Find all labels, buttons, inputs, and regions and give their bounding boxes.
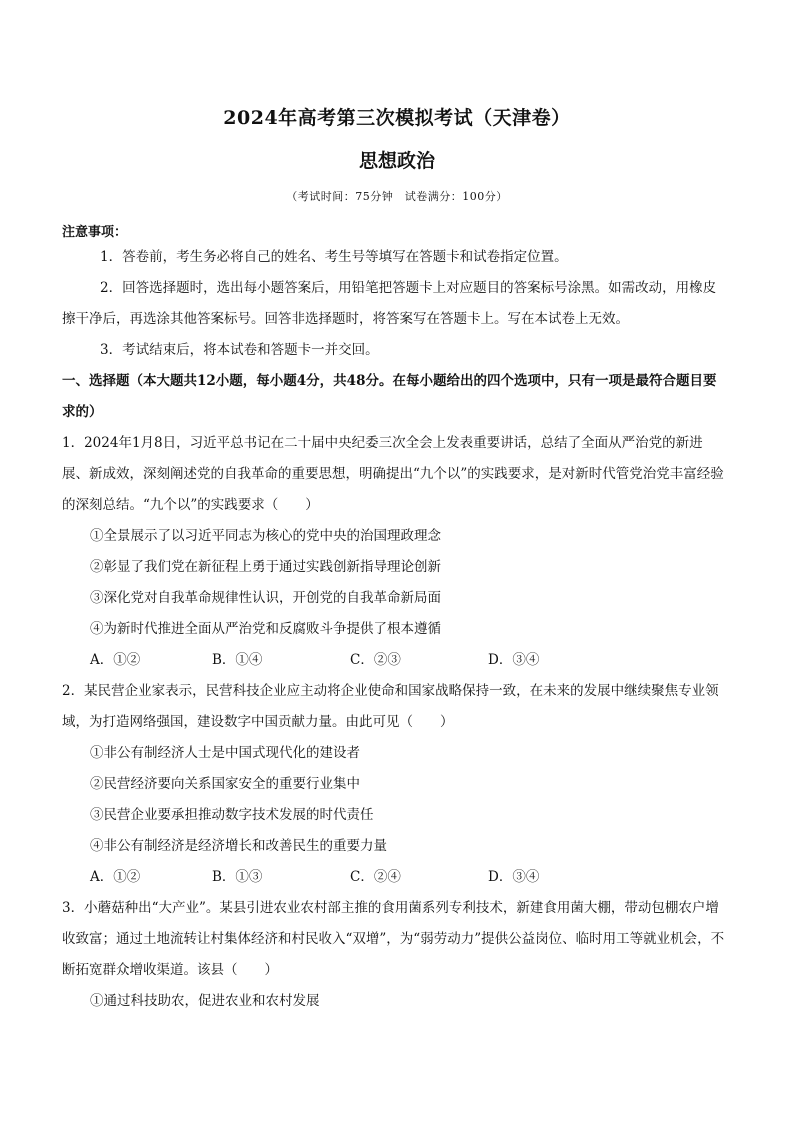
- question-option: ①通过科技助农，促进农业和农村发展: [90, 993, 320, 1009]
- section-heading: 一、选择题（本大题共12小题，每小题4分，共48分。在每小题给出的四个选项中，只有一项是最符合题目要求的）: [62, 373, 717, 420]
- choice-b[interactable]: B．①③: [212, 869, 263, 885]
- notice-item: 2．回答选择题时，选出每小题答案后，用铅笔把答题卡上对应题目的答案标号涂黑。如需改动，用橡皮擦干净后，再选涂其他答案标号。回答非选择题时，将答案写在答题卡上。写在本试卷上无效。: [62, 280, 717, 327]
- notice-item: 3．考试结束后，将本试卷和答题卡一并交回。: [100, 342, 379, 358]
- choice-a[interactable]: A．①②: [90, 869, 141, 885]
- choice-d[interactable]: D．③④: [488, 652, 540, 668]
- question-option: ①非公有制经济人士是中国式现代化的建设者: [90, 745, 360, 761]
- question-stem: 2．某民营企业家表示，民营科技企业应主动将企业使命和国家战略保持一致，在未来的发展中继续聚焦专业领域，为打造网络强国，建设数字中国贡献力量。由此可见（ ）: [62, 683, 719, 730]
- question-option: ④为新时代推进全面从严治党和反腐败斗争提供了根本遵循: [90, 621, 441, 637]
- question-stem: 1．2024年1月8日，习近平总书记在二十届中央纪委三次全会上发表重要讲话，总结了全面从严治党的新进展、新成效，深刻阐述党的自我革命的重要思想，明确提出“九个以”的实践要求，是对新时代管党治党丰富经验的深刻总结。“九个以”的实践要求（ ）: [62, 435, 724, 513]
- choice-d[interactable]: D．③④: [488, 869, 540, 885]
- choice-b[interactable]: B．①④: [212, 652, 263, 668]
- question-option: ③民营企业要承担推动数字技术发展的时代责任: [90, 807, 374, 823]
- notice-item: 1．答卷前，考生务必将自己的姓名、考生号等填写在答题卡和试卷指定位置。: [100, 249, 568, 265]
- notice-heading: 注意事项：: [62, 225, 128, 240]
- question-option: ②彰显了我们党在新征程上勇于通过实践创新指导理论创新: [90, 559, 441, 575]
- question-option: ②民营经济要向关系国家安全的重要行业集中: [90, 776, 360, 792]
- question-option: ③深化党对自我革命规律性认识，开创党的自我革命新局面: [90, 590, 441, 606]
- choice-c[interactable]: C．②④: [350, 869, 401, 885]
- choice-a[interactable]: A．①②: [90, 652, 141, 668]
- answer-choices: [90, 645, 730, 676]
- answer-choices: [90, 862, 730, 893]
- exam-info: （考试时间：75分钟 试卷满分：100分）: [286, 190, 508, 203]
- question-option: ①全景展示了以习近平同志为核心的党中央的治国理政理念: [90, 528, 441, 544]
- exam-subject: 思想政治: [358, 150, 435, 172]
- choice-c[interactable]: C．②③: [350, 652, 401, 668]
- question-option: ④非公有制经济是经济增长和改善民生的重要力量: [90, 838, 387, 854]
- question-stem: 3．小蘑菇种出“大产业”。某县引进农业农村部主推的食用菌系列专利技术，新建食用菌大棚，带动包棚农户增收致富；通过土地流转让村集体经济和村民收入“双增”，为“弱劳动力”提供公益岗位、临时用工等就业机会，不断拓宽群众增收渠道。该县（ ）: [62, 900, 725, 978]
- exam-title: 2024年高考第三次模拟考试（天津卷）: [223, 107, 571, 129]
